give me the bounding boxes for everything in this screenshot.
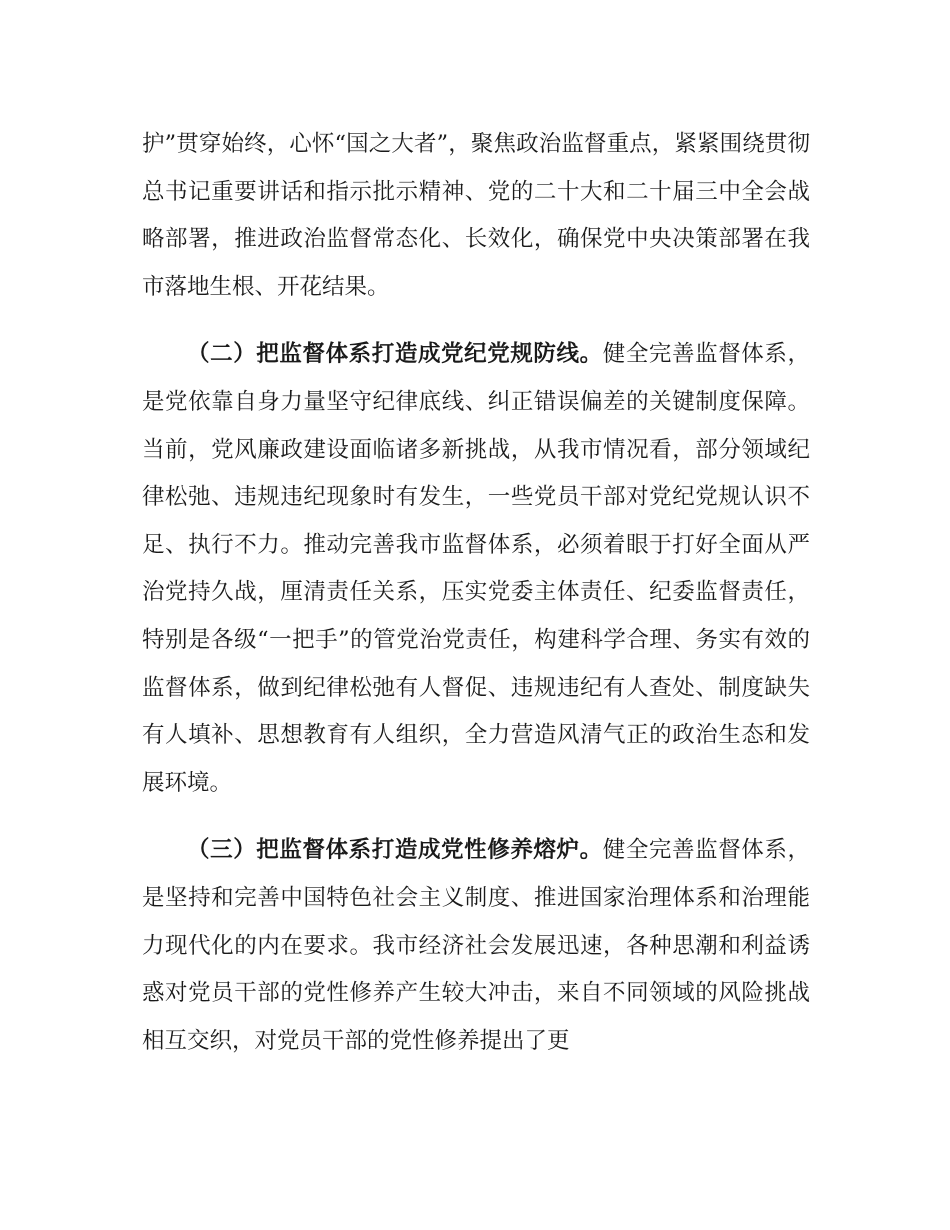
paragraph-section-3 [142, 827, 810, 1065]
section-heading: （三）把监督体系打造成党性修养熔炉。 [187, 837, 603, 864]
paragraph-text: 健全完善监督体系，是坚持和完善中国特色社会主义制度、推进国家治理体系和治理能力现代化的内在要求。我市经济社会发展迅速，各种思潮和利益诱惑对党员干部的党性修养产生较大冲击，来自不同领域的风险挑战相互交织，对党员干部的党性修养提出了更 [142, 837, 810, 1054]
paragraph-continuation [142, 121, 810, 311]
paragraph-text: 护”贯穿始终，心怀“国之大者”，聚焦政治监督重点，紧紧围绕贯彻总书记重要讲话和指示批示精神、党的二十大和二十届三中全会战略部署，推进政治监督常态化、长效化，确保党中央决策部署在我市落地生根、开花结果。 [142, 131, 810, 300]
document-body [142, 121, 810, 1065]
paragraph-text: 健全完善监督体系，是党依靠自身力量坚守纪律底线、纠正错误偏差的关键制度保障。当前，党风廉政建设面临诸多新挑战，从我市情况看，部分领域纪律松弛、违规违纪现象时有发生，一些党员干部对党纪党规认识不足、执行不力。推动完善我市监督体系，必须着眼于打好全面从严治党持久战，厘清责任关系，压实党委主体责任、纪委监督责任，特别是各级“一把手”的管党治党责任，构建科学合理、务实有效的监督体系，做到纪律松弛有人督促、违规违纪有人查处、制度缺失有人填补、思想教育有人组织，全力营造风清气正的政治生态和发展环境。 [142, 341, 810, 796]
paragraph-section-2 [142, 331, 810, 807]
section-heading: （二）把监督体系打造成党纪党规防线。 [187, 341, 603, 368]
